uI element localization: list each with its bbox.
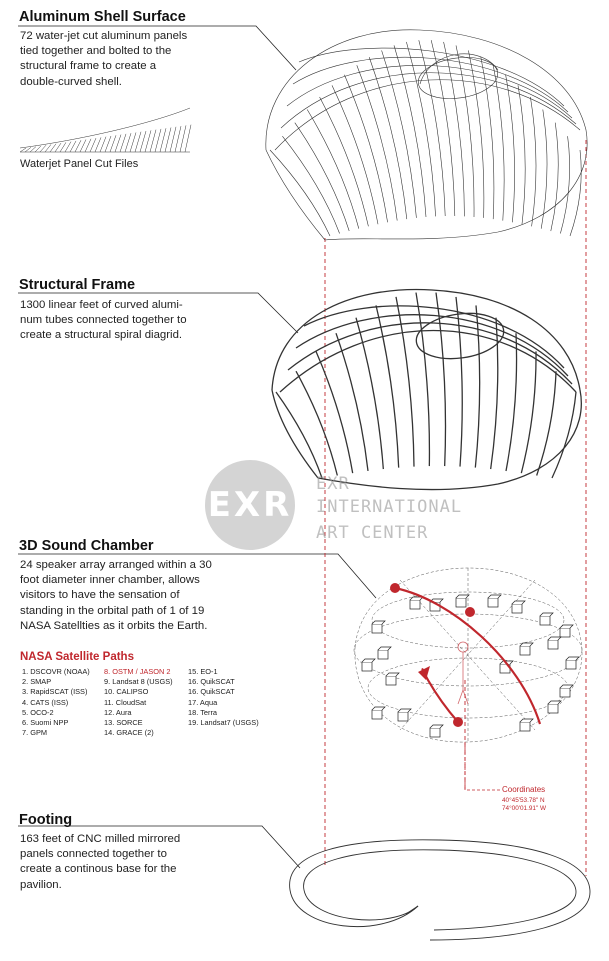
satellite-item: 2. SMAP (22, 677, 52, 687)
aluminum-shell-drawing (266, 30, 587, 240)
coordinates-lon: 74°00'01.91" W (502, 805, 547, 812)
satellite-item: 13. SORCE (104, 718, 143, 728)
satellite-item: 3. RapidSCAT (ISS) (22, 687, 88, 697)
satellite-item: 4. CATS (ISS) (22, 697, 69, 707)
satellite-item: 17. Aqua (188, 697, 218, 707)
satellite-item: 6. Suomi NPP (22, 718, 69, 728)
section-title-footing: Footing (19, 812, 73, 828)
satellite-item: 1. DSCOVR (NOAA) (22, 667, 90, 676)
section-desc-frame: 1300 linear feet of curved alumi- num tubes connected together to create a structural spiral diagrid. (20, 299, 187, 342)
panel-cut-caption: Waterjet Panel Cut Files (20, 158, 139, 170)
section-desc-shell: 72 water-jet cut aluminum panels tied together and bolted to the structural frame to create a double-curved shell. (20, 30, 188, 88)
satellite-item: 15. EO-1 (188, 667, 218, 676)
satellite-col-2 (104, 667, 173, 738)
leader-lines (18, 26, 376, 868)
section-title-shell: Aluminum Shell Surface (19, 9, 186, 25)
section-title-sound-chamber: 3D Sound Chamber (19, 538, 154, 554)
section-desc-sound-chamber: 24 speaker array arranged within a 30 foot diameter inner chamber, allows visitors to have the sensation of standing in the orbital path of 1 of 19 NASA Satellties as it orbits the Earth. (20, 559, 212, 632)
watermark-logo-text: EXR (207, 485, 293, 525)
footing-drawing (290, 840, 590, 940)
satellite-item: 19. Landsat7 (USGS) (188, 718, 259, 728)
satellite-item: 16. QuikSCAT (188, 687, 235, 697)
satellite-item: 7. GPM (22, 728, 48, 738)
satellite-item: 11. CloudSat (104, 697, 147, 707)
satellite-item: 5. OCO-2 (22, 707, 54, 717)
satellite-list-title: NASA Satellite Paths (20, 651, 134, 663)
satellite-item: 12. Aura (104, 707, 132, 717)
satellite-item: 14. GRACE (2) (104, 728, 154, 738)
watermark-line: INTERNATIONAL (316, 497, 463, 517)
structural-frame-drawing (272, 290, 581, 490)
section-title-frame: Structural Frame (19, 277, 136, 293)
satellite-col-3 (188, 667, 259, 728)
coordinates-lat: 40°45'53.78" N (502, 797, 545, 804)
satellite-item: 16. QuikSCAT (188, 677, 235, 687)
coordinates-title: Coordinates (502, 785, 546, 794)
satellite-item-highlighted: 8. OSTM / JASON 2 (104, 667, 171, 676)
watermark-line: EXR (316, 474, 350, 494)
sound-chamber-drawing (354, 568, 582, 790)
satellite-item: 18. Terra (188, 707, 218, 717)
satellite-item: 10. CALIPSO (104, 687, 149, 697)
satellite-item: 9. Landsat 8 (USGS) (104, 677, 173, 687)
waterjet-panel-strip (20, 108, 191, 152)
watermark-logo (205, 460, 295, 550)
satellite-col-1 (22, 667, 90, 738)
section-desc-footing: 163 feet of CNC milled mirrored panels connected together to create a continous base for the pavilion. (20, 833, 181, 891)
watermark-line: ART CENTER (316, 523, 429, 543)
